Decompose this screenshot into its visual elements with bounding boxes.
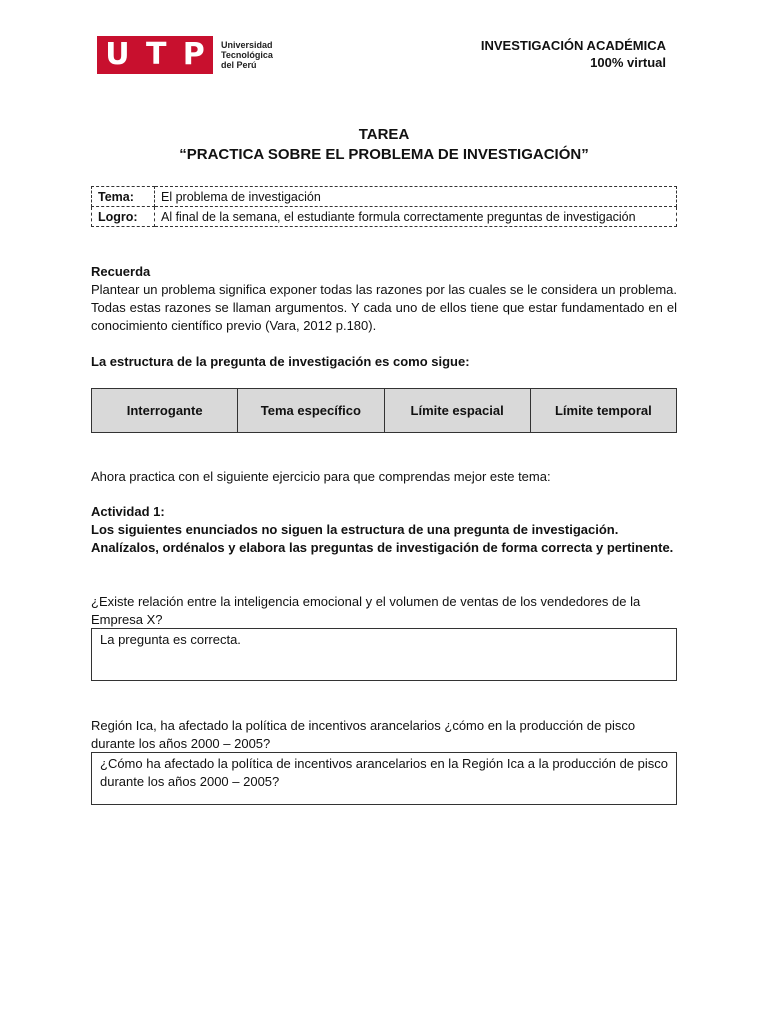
structure-cell-limite-espacial: Límite espacial: [384, 389, 530, 433]
course-mode: 100% virtual: [590, 55, 666, 70]
recuerda-text: Plantear un problema significa exponer todas las razones por las cuales se le considera un problema. Todas estas razones se llaman argumentos. Y cada uno de ellos tiene que estar fundamentado en el conocimiento científico previo (Vara, 2012 p.180).: [91, 282, 677, 333]
doc-subtitle: “PRACTICA SOBRE EL PROBLEMA DE INVESTIGACIÓN”: [179, 146, 589, 163]
logo-wordmark: Universidad Tecnológica del Perú: [221, 40, 273, 70]
info-table: [91, 186, 677, 227]
info-row-logro: [92, 207, 677, 227]
statement-1: ¿Existe relación entre la inteligencia emocional y el volumen de ventas de los vendedores de la Empresa X?: [91, 594, 641, 627]
info-value: Al final de la semana, el estudiante formula correctamente preguntas de investigación: [155, 207, 677, 227]
logo-letter: U: [105, 37, 130, 72]
course-name: INVESTIGACIÓN ACADÉMICA: [480, 38, 666, 53]
activity-instruction: Los siguientes enunciados no siguen la estructura de una pregunta de investigación. Analízalos, ordénalos y elabora las preguntas de investigación de forma correcta y pertinente.: [91, 522, 674, 555]
structure-cell-tema: Tema específico: [238, 389, 384, 433]
structure-table: [91, 388, 677, 433]
practice-intro: Ahora practica con el siguiente ejercicio para que comprendas mejor este tema:: [91, 469, 551, 484]
info-key: Logro:: [92, 207, 155, 227]
answer-box-1[interactable]: [91, 628, 677, 681]
logo-letter: P: [182, 37, 205, 72]
answer-text: ¿Cómo ha afectado la política de incentivos arancelarios en la Región Ica a la producción de pisco durante los años 2000 – 2005?: [100, 756, 669, 789]
logo-letter: T: [145, 37, 167, 72]
info-value: El problema de investigación: [155, 187, 677, 207]
activity-heading: Actividad 1:: [91, 504, 165, 519]
answer-text: La pregunta es correcta.: [100, 632, 241, 647]
logo-mark: [97, 36, 213, 74]
answer-box-2[interactable]: [91, 752, 677, 805]
statement-2: Región Ica, ha afectado la política de incentivos arancelarios ¿cómo en la producción de pisco durante los años 2000 – 2005?: [91, 718, 636, 751]
structure-cell-interrogante: Interrogante: [92, 389, 238, 433]
info-key: Tema:: [92, 187, 155, 207]
structure-cell-limite-temporal: Límite temporal: [530, 389, 676, 433]
recuerda-heading: Recuerda: [91, 264, 151, 279]
info-row-tema: [92, 187, 677, 207]
structure-heading: La estructura de la pregunta de investigación es como sigue:: [91, 354, 470, 369]
course-header: [481, 37, 666, 71]
utp-logo: [97, 36, 273, 74]
doc-title: TAREA: [358, 126, 410, 143]
